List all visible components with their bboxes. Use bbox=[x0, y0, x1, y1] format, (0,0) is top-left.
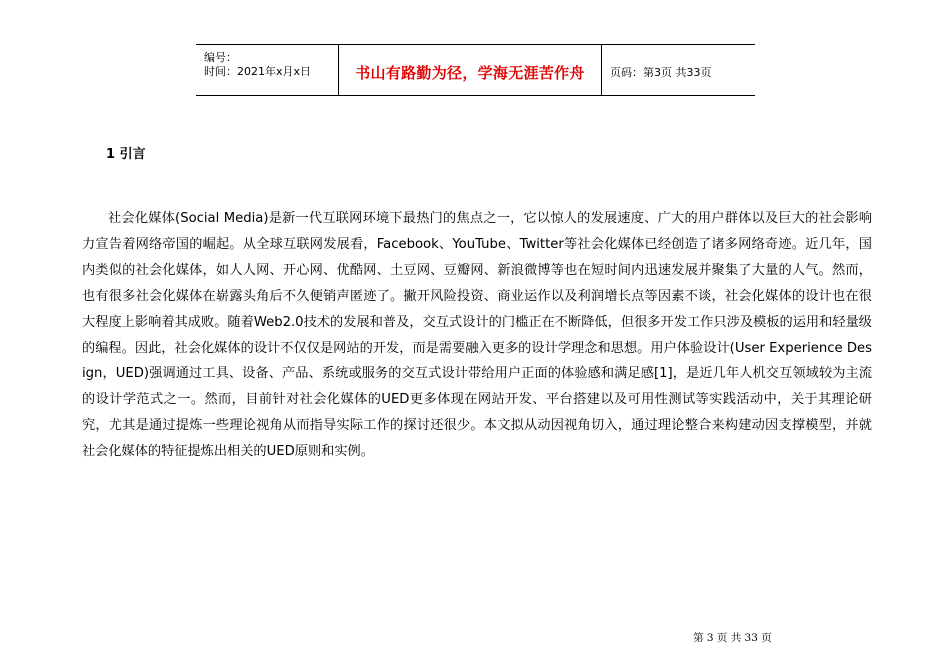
page-header bbox=[196, 44, 755, 96]
document-time-label: 时间：2021年x月x日 bbox=[204, 65, 312, 78]
page-footer: 第 3 页 共 33 页 bbox=[693, 632, 772, 644]
motto-text: 书山有路勤为径，学海无涯苦作舟 bbox=[355, 63, 585, 82]
section-heading: 1 引言 bbox=[106, 147, 146, 162]
header-motto bbox=[339, 45, 602, 95]
document-number-label: 编号： bbox=[204, 51, 237, 64]
page-code-text: 页码：第3页 共33页 bbox=[610, 66, 712, 79]
header-page-code bbox=[602, 45, 755, 95]
header-meta bbox=[196, 45, 339, 95]
intro-paragraph: 社会化媒体(Social Media)是新一代互联网环境下最热门的焦点之一，它以惊人的发展速度、广大的用户群体以及巨大的社会影响力宣告着网络帝国的崛起。从全球互联网发展看，Facebook、YouTube、Twitter等社会化媒体已经创造了诸多网络奇迹。近几年，国内类似的社会化媒体，如人人网、开心网、优酷网、土豆网、豆瓣网、新浪微博等也在短时间内迅速发展并聚集了大量的人气。然而，也有很多社会化媒体在崭露头角后不久便销声匿迹了。撇开风险投资、商业运作以及利润增长点等因素不谈，社会化媒体的设计也在很大程度上影响着其成败。随着Web2.0技术的发展和普及，交互式设计的门槛正在不断降低，但很多开发工作只涉及模板的运用和轻量级的编程。因此，社会化媒体的设计不仅仅是网站的开发，而是需要融入更多的设计学理念和思想。用户体验设计(User Experience Design，UED)强调通过工具、设备、产品、系统或服务的交互式设计带给用户正面的体验感和满足感[1]，是近几年人机交互领域较为主流的设计学范式之一。然而，目前针对社会化媒体的UED更多体现在网站开发、平台搭建以及可用性测试等实践活动中，关于其理论研究，尤其是通过提炼一些理论视角从而指导实际工作的探讨还很少。本文拟从动因视角切入，通过理论整合来构建动因支撑模型，并就社会化媒体的特征提炼出相关的UED原则和实例。 bbox=[82, 211, 872, 460]
